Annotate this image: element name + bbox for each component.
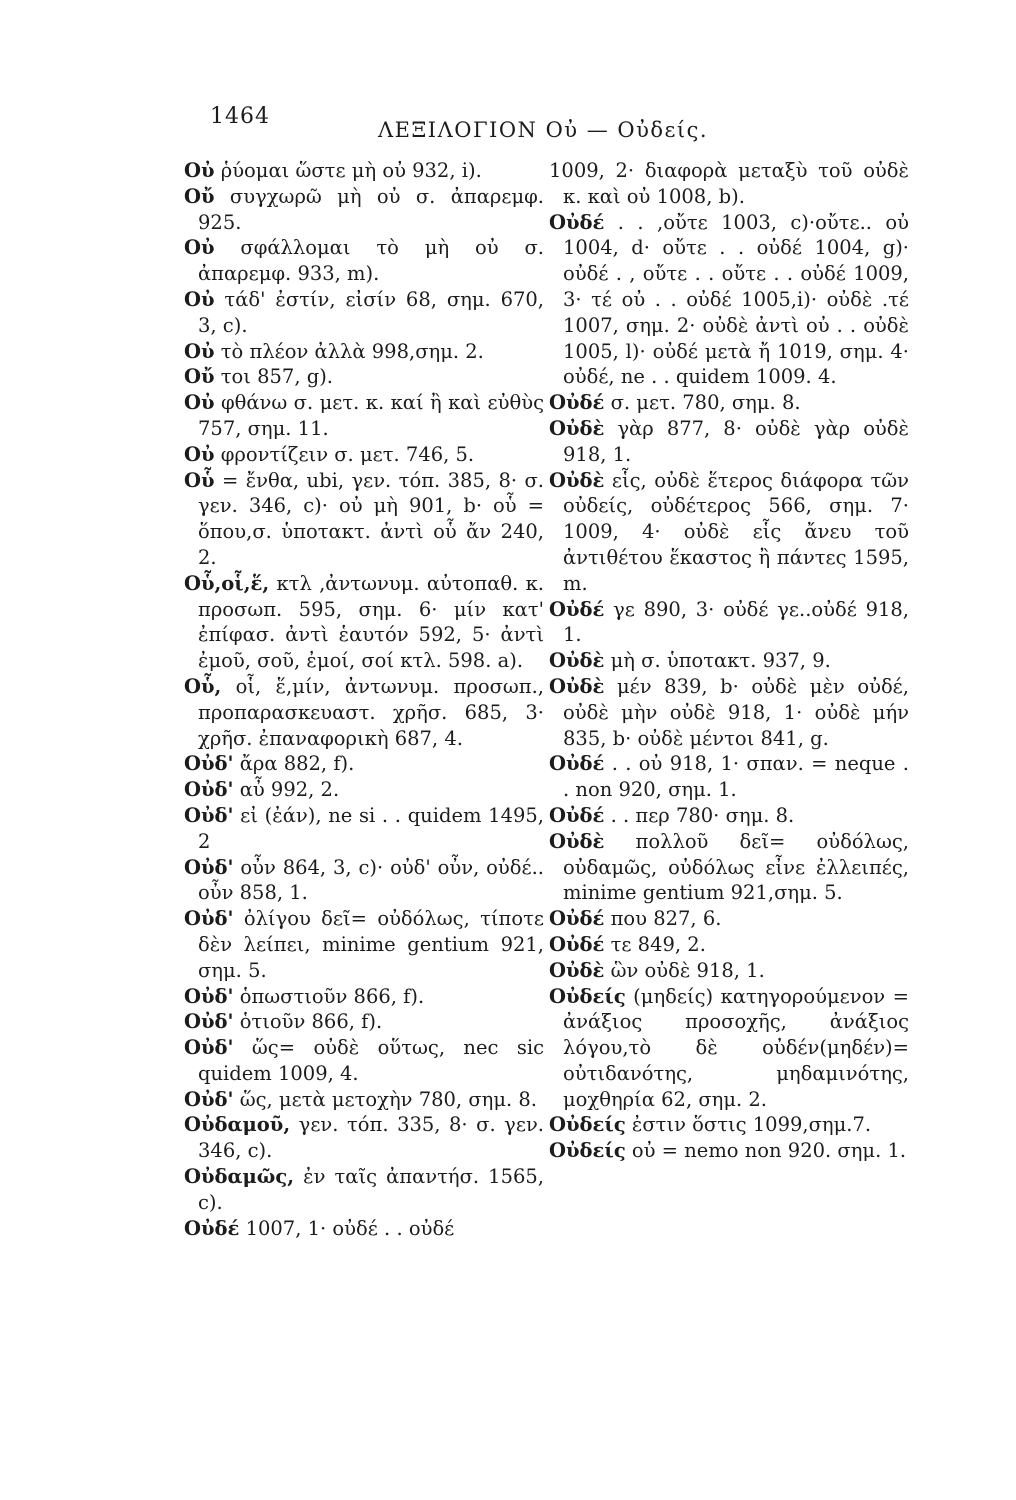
dictionary-entry	[184, 674, 544, 751]
dictionary-entry	[184, 751, 544, 777]
dictionary-entry	[549, 390, 909, 416]
entry-lemma: Οὐδέ	[549, 210, 605, 234]
entry-text: συγχωρῶ μὴ οὐ σ. ἀπαρεμφ. 925.	[198, 184, 544, 234]
entry-lemma: Οὐδ'	[184, 752, 234, 776]
entry-lemma: Οὐδ'	[184, 907, 234, 931]
dictionary-entry	[184, 158, 544, 184]
entry-text: εἷς, οὐδὲ ἕτερος διάφορα τῶν οὐδείς, οὐδέτερος 566, σημ. 7· 1009, 4· οὐδὲ εἷς ἄνευ τοῦ ἀντιθέτου ἕκαστος ἢ πάντες 1595, m.	[563, 468, 909, 595]
entry-lemma: Οὐδὲ	[549, 958, 605, 982]
dictionary-entry	[184, 1112, 544, 1164]
entry-text: μὴ σ. ὑποτακτ. 937, 9.	[604, 649, 831, 673]
entry-text: . . ,οὔτε 1003, c)·οὔτε.. οὐ 1004, d· οὔτε . . οὐδέ 1004, g)· οὐδέ . , οὔτε . . οὔτε . . οὐδέ 1009, 3· τέ οὐ . . οὐδέ 1005,i)· οὐδὲ .τέ 1007, σημ. 2· οὐδὲ ἀντὶ οὐ . . οὐδὲ 1005, l)· οὐδέ μετὰ ἤ 1019, σημ. 4· οὐδέ, ne . . quidem 1009. 4.	[563, 210, 909, 389]
entry-text: τε 849, 2.	[604, 932, 706, 956]
entry-text: τοι 857, g).	[214, 365, 334, 389]
entry-text: που 827, 6.	[604, 907, 722, 931]
dictionary-entry	[184, 906, 544, 983]
entry-text: αὖ 992, 2.	[233, 778, 340, 802]
dictionary-entry	[549, 932, 909, 958]
entry-lemma: Οὐδ'	[184, 1036, 234, 1060]
dictionary-entry	[549, 906, 909, 932]
entry-text: ὥς, μετὰ μετοχὴν 780, σημ. 8.	[233, 1087, 537, 1111]
entry-text: πολλοῦ δεῖ= οὐδόλως, οὐδαμῶς, οὐδόλως εἶνε ἐλλειπές, minime gentium 921,σημ. 5.	[563, 829, 909, 905]
dictionary-entry	[549, 751, 909, 803]
entry-lemma: Οὐ	[184, 442, 215, 466]
entry-lemma: Οὐδὲ	[549, 468, 605, 492]
entry-text: ἐστιν ὅστις 1099,σημ.7.	[625, 1113, 872, 1137]
dictionary-entry	[184, 571, 544, 674]
dictionary-entry	[549, 803, 909, 829]
entry-lemma: Οὐδείς	[549, 984, 626, 1008]
entry-lemma: Οὐδὲ	[549, 829, 605, 853]
entry-text: σ. μετ. 780, σημ. 8.	[604, 391, 801, 415]
dictionary-entry	[184, 803, 544, 855]
entry-text: σφάλλομαι τὸ μὴ οὐ σ. ἀπαρεμφ. 933, m).	[198, 236, 544, 286]
dictionary-entry	[184, 235, 544, 287]
entry-lemma: Οὗ,	[184, 674, 222, 698]
entry-text: γεν. τόπ. 335, 8· σ. γεν. 346, c).	[198, 1113, 544, 1163]
entry-text: τάδ' ἐστίν, εἰσίν 68, σημ. 670, 3, c).	[198, 287, 544, 337]
dictionary-entry	[549, 829, 909, 906]
dictionary-entry	[184, 184, 544, 236]
entry-lemma: Οὐδ'	[184, 984, 234, 1008]
entry-lemma: Οὐδέ	[549, 391, 605, 415]
dictionary-entry	[184, 984, 544, 1010]
entry-text: κτλ ,ἀντωνυμ. αὐτοπαθ. κ. προσωπ. 595, σημ. 6· μίν κατ' ἐπίφασ. ἀντὶ ἑαυτόν 592, 5· ἀντὶ ἐμοῦ, σοῦ, ἐμοί, σοί κτλ. 598. a).	[198, 571, 544, 673]
entry-lemma: Οὐδὲ	[549, 416, 605, 440]
dictionary-entry	[184, 1087, 544, 1113]
dictionary-entry	[549, 597, 909, 649]
dictionary-entry	[184, 1216, 544, 1242]
entry-lemma: Οὐδέ	[549, 752, 605, 776]
entry-text: μέν 839, b· οὐδὲ μὲν οὐδέ, οὐδὲ μὴν οὐδὲ 918, 1· οὐδὲ μήν 835, b· οὐδὲ μέντοι 841, g.	[563, 674, 909, 750]
entry-lemma: Οὐδέ	[549, 907, 605, 931]
entry-lemma: Οὐ	[184, 391, 215, 415]
entry-lemma: Οὔ	[184, 365, 215, 389]
entry-text: . . περ 780· σημ. 8.	[604, 803, 795, 827]
running-title: ΛΕΞΙΛΟΓΙΟΝ Οὐ — Οὐδείς.	[378, 118, 709, 142]
entry-lemma: Οὐδαμῶς,	[184, 1165, 295, 1189]
entry-lemma: Οὗ	[184, 468, 215, 492]
entry-lemma: Οὐδ'	[184, 1087, 234, 1111]
entry-text: οἷ, ἕ,μίν, ἀντωνυμ. προσωπ., προπαρασκευαστ. χρῆσ. 685, 3· χρῆσ. ἐπαναφορικὴ 687, 4.	[198, 674, 544, 750]
entry-lemma: Οὐδὲ	[549, 649, 605, 673]
dictionary-entry	[184, 364, 544, 390]
dictionary-entry	[184, 287, 544, 339]
entry-text: γε 890, 3· οὐδέ γε..οὐδέ 918, 1.	[563, 597, 909, 647]
entry-text: ὁπωστιοῦν 866, f).	[233, 984, 425, 1008]
entry-text: ὀλίγου δεῖ= οὐδόλως, τίποτε δὲν λείπει, minime gentium 921, σημ. 5.	[198, 907, 544, 982]
entry-lemma: Οὐ	[184, 236, 215, 260]
entry-lemma: Οὐδείς	[549, 1139, 626, 1163]
dictionary-entry	[549, 1138, 909, 1164]
entry-lemma: Οὐδέ	[549, 803, 605, 827]
entry-text: = ἔνθα, ubi, γεν. τόπ. 385, 8· σ. γεν. 346, c)· οὐ μὴ 901, b· οὗ = ὅπου,σ. ὑποτακτ. ἀντὶ οὗ ἄν 240, 2.	[198, 468, 544, 569]
dictionary-entry	[549, 158, 909, 210]
entry-lemma: Οὐδ'	[184, 855, 234, 879]
dictionary-entry	[184, 468, 544, 571]
right-column	[549, 158, 909, 1164]
dictionary-entry	[549, 984, 909, 1113]
entry-text: οὐ = nemo non 920. σημ. 1.	[625, 1139, 907, 1163]
entry-text: ῥύομαι ὥστε μὴ οὐ 932, i).	[214, 159, 482, 182]
dictionary-entry	[549, 468, 909, 597]
entry-lemma: Οὐδ'	[184, 778, 234, 802]
dictionary-entry	[549, 1112, 909, 1138]
dictionary-entry	[184, 390, 544, 442]
dictionary-entry	[549, 416, 909, 468]
entry-lemma: Οὐ	[184, 159, 215, 182]
dictionary-entry	[184, 777, 544, 803]
dictionary-entry	[184, 1009, 544, 1035]
page-number: 1464	[210, 104, 270, 129]
dictionary-entry	[184, 442, 544, 468]
entry-lemma: Οὐδ'	[184, 803, 234, 827]
entry-lemma: Οὗ,οἷ,ἕ,	[184, 571, 270, 595]
entry-text: γὰρ 877, 8· οὐδὲ γὰρ οὐδὲ 918, 1.	[563, 416, 909, 466]
entry-lemma: Οὐδέ	[549, 932, 605, 956]
dictionary-entry	[549, 648, 909, 674]
dictionary-entry	[549, 958, 909, 984]
entry-lemma: Οὐ	[184, 339, 215, 363]
left-column	[184, 158, 544, 1241]
entry-text: 1009, 2· διαφορὰ μεταξὺ τοῦ οὐδὲ κ. καὶ οὐ 1008, b).	[549, 159, 909, 208]
dictionary-entry	[184, 1164, 544, 1216]
entry-lemma: Οὐδείς	[549, 1113, 626, 1137]
entry-lemma: Οὐ	[184, 287, 215, 311]
entry-text: ὁτιοῦν 866, f).	[233, 1010, 383, 1034]
entry-text: ὣν οὐδὲ 918, 1.	[604, 958, 765, 982]
dictionary-entry	[184, 339, 544, 365]
entry-text: οὖν 864, 3, c)· οὐδ' οὖν, οὐδέ.. οὖν 858, 1.	[198, 855, 544, 905]
entry-lemma: Οὐδὲ	[549, 674, 605, 698]
entry-text: εἰ (ἐάν), ne si . . quidem 1495, 2	[198, 803, 544, 853]
dictionary-entry	[549, 674, 909, 751]
entry-text: φθάνω σ. μετ. κ. καί ἢ καὶ εὐθὺς 757, σημ. 11.	[198, 391, 544, 440]
entry-text: . . οὐ 918, 1· σπαν. = neque . . non 920, σημ. 1.	[563, 752, 909, 802]
entry-text: ἄρα 882, f).	[233, 752, 355, 776]
entry-lemma: Οὐδέ	[184, 1216, 240, 1240]
entry-text: ὥς= οὐδὲ οὕτως, nec sic quidem 1009, 4.	[198, 1036, 544, 1085]
entry-lemma: Οὐδέ	[549, 597, 605, 621]
entry-lemma: Οὐδαμοῦ,	[184, 1113, 291, 1137]
entry-text: φροντίζειν σ. μετ. 746, 5.	[214, 442, 475, 466]
entry-lemma: Οὐδ'	[184, 1010, 234, 1034]
dictionary-entry	[184, 1035, 544, 1087]
entry-lemma: Οὔ	[184, 184, 215, 208]
dictionary-entry	[549, 210, 909, 391]
entry-text: 1007, 1· οὐδέ . . οὐδέ	[239, 1216, 455, 1240]
entry-text: ἐν ταῖς ἀπαντήσ. 1565, c).	[198, 1165, 544, 1214]
entry-text: τὸ πλέον ἀλλὰ 998,σημ. 2.	[214, 339, 484, 363]
entry-text: (μηδείς) κατηγορούμενον = ἀνάξιος προσοχῆς, ἀνάξιος λόγου,τὸ δὲ οὐδέν(μηδέν)= οὐτιδανότης, μηδαμινότης, μοχθηρία 62, σημ. 2.	[563, 984, 909, 1111]
dictionary-entry	[184, 855, 544, 907]
